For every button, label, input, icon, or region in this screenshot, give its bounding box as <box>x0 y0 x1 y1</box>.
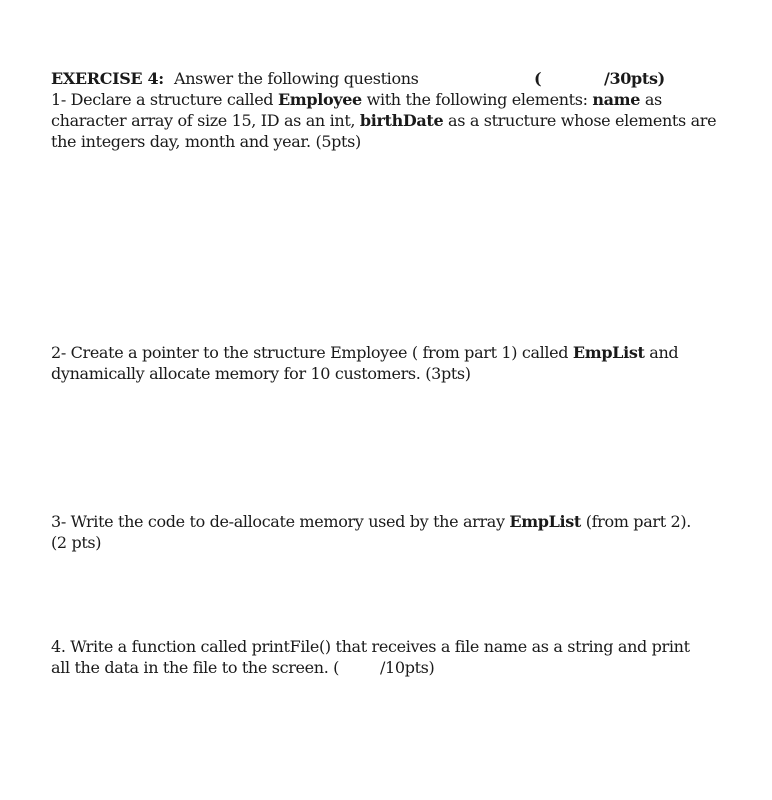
keyword-emplist: EmpList <box>572 343 645 362</box>
exercise-instruction: Answer the following questions <box>174 69 419 88</box>
question-2-line-2: dynamically allocate memory for 10 customers. (3pts) <box>51 364 471 383</box>
question-1-line-3: the integers day, month and year. (5pts) <box>51 132 361 151</box>
keyword-emplist-ref: EmpList <box>509 512 581 531</box>
question-4-line-2: all the data in the file to the screen. ( <box>51 658 340 677</box>
keyword-name: name <box>592 90 641 109</box>
question-2-line-1: 2- Create a pointer to the structure Employee ( from part 1) called EmpList and <box>51 343 679 362</box>
question-1-line-1: 1- Declare a structure called Employee with the following elements: name as <box>51 90 662 109</box>
points-total: /30pts) <box>604 69 665 88</box>
question-4-points: /10pts) <box>380 658 435 677</box>
question-3-line-2: (2 pts) <box>51 533 102 552</box>
points-open-paren: ( <box>534 69 542 88</box>
question-1-line-2: character array of size 15, ID as an int, birthDate as a structure whose elements are <box>51 111 717 130</box>
exercise-header <box>51 68 164 89</box>
question-4-line-1: 4. Write a function called printFile() that receives a file name as a string and print <box>51 637 690 656</box>
keyword-birthdate: birthDate <box>359 111 444 130</box>
question-3-line-1: 3- Write the code to de-allocate memory used by the array EmpList (from part 2). <box>51 512 691 531</box>
exercise-label: EXERCISE 4: <box>51 69 164 88</box>
keyword-employee: Employee <box>277 90 362 109</box>
